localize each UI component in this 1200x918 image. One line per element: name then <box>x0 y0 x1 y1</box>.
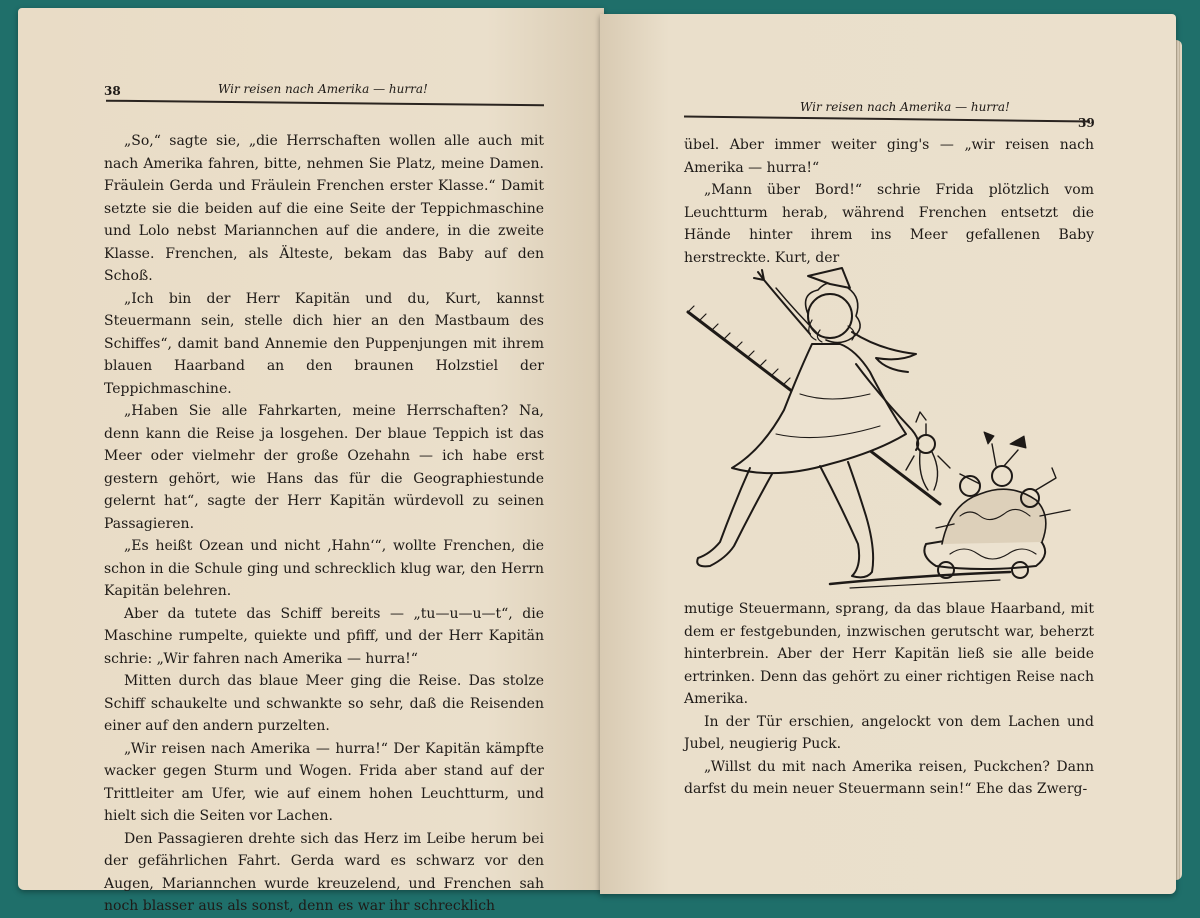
right-page <box>600 14 1176 894</box>
paragraph: „Ich bin der Herr Kapitän und du, Kurt, kannst Steuermann sein, stelle dich hier an den Mastbaum des Schiffes“, damit band Annemie den Puppenjungen mit ihrem blauen Haarband an den braunen Holzstiel der Teppichmaschine. <box>104 290 544 397</box>
left-header-rule <box>106 100 544 107</box>
right-header-rule <box>684 116 1090 123</box>
left-page <box>18 8 604 914</box>
paragraph: „Willst du mit nach Amerika reisen, Puckchen? Dann darfst du mein neuer Steuermann sein!“ Ehe das Zwerg- <box>684 758 1094 797</box>
paragraph: „Wir reisen nach Amerika — hurra!“ Der Kapitän kämpfte wacker gegen Sturm und Wogen. Frida aber stand auf der Trittleiter am Ufer, wie auf einem hohen Leuchtturm, und hielt sich die Seiten vor Lachen. <box>104 740 544 824</box>
left-page-number: 38 <box>104 84 121 98</box>
paragraph: Mitten durch das blaue Meer ging die Reise. Das stolze Schiff schaukelte und schwankte so sehr, daß die Reisenden einer auf den andern purzelten. <box>104 673 544 734</box>
right-running-header: Wir reisen nach Amerika — hurra! <box>800 100 1010 114</box>
paragraph: Den Passagieren drehte sich das Herz im Leibe herum bei der gefährlichen Fahrt. Gerda ward es schwarz vor den Augen, Mariannchen wurde kreuzelend, und Frenchen sah noch blasser aus als sonst, denn es war ihr schrecklich <box>104 830 544 914</box>
paragraph: „Es heißt Ozean und nicht ‚Hahn‘“, wollte Frenchen, die schon in die Schule ging und schrecklich klug war, den Herrn Kapitän belehren. <box>104 538 544 599</box>
right-top-text <box>684 134 1094 269</box>
paragraph: In der Tür erschien, angelockt von dem Lachen und Jubel, neugierig Puck. <box>684 713 1094 752</box>
right-page-number: 39 <box>1078 116 1095 130</box>
paragraph: übel. Aber immer weiter ging's — „wir reisen nach Amerika — hurra!“ <box>684 137 1094 176</box>
paragraph: „Haben Sie alle Fahrkarten, meine Herrschaften? Na, denn kann die Reise ja losgehen. Der blaue Teppich ist das Meer oder vielmehr der große Ozehahn — ich habe erst gestern gehört, wie Hans das für die Geographiestunde gelernt hat“, sagte der Herr Kapitän würdevoll zu seinen Passagieren. <box>104 403 544 532</box>
paragraph: Aber da tutete das Schiff bereits — „tu—u—u—t“, die Maschine rumpelte, quiekte und pfiff, und der Herr Kapitän schrie: „Wir fahren nach Amerika — hurra!“ <box>104 605 544 667</box>
paragraph: mutige Steuermann, sprang, da das blaue Haarband, mit dem er festgebunden, inzwischen gerutscht war, beherzt hinterbrein. Aber der Herr Kapitän ließ sie alle beide ertrinken. Denn das gehört zu einer richtigen Reise nach Amerika. <box>684 601 1094 707</box>
paragraph: „So,“ sagte sie, „die Herrschaften wollen alle auch mit nach Amerika fahren, bitte, nehmen Sie Platz, meine Damen. Fräulein Gerda und Fräulein Frenchen erster Klasse.“ Damit setzte sie die beiden auf die eine Seite der Teppichmaschine und Lolo nebst Mariannchen auf die andere, in die zweite Klasse. Frenchen, als Älteste, bekam das Baby auf den Schoß. <box>104 133 544 284</box>
left-running-header: Wir reisen nach Amerika — hurra! <box>218 82 428 96</box>
girl-with-carpet-sweeper-illustration <box>680 254 1080 594</box>
right-bottom-text <box>684 598 1094 801</box>
left-body-text <box>104 130 544 918</box>
paragraph: „Mann über Bord!“ schrie Frida plötzlich vom Leuchtturm herab, während Frenchen entsetzt die Hände hinter ihrem ins Meer gefallenen Baby herstreckte. Kurt, der <box>684 182 1094 266</box>
